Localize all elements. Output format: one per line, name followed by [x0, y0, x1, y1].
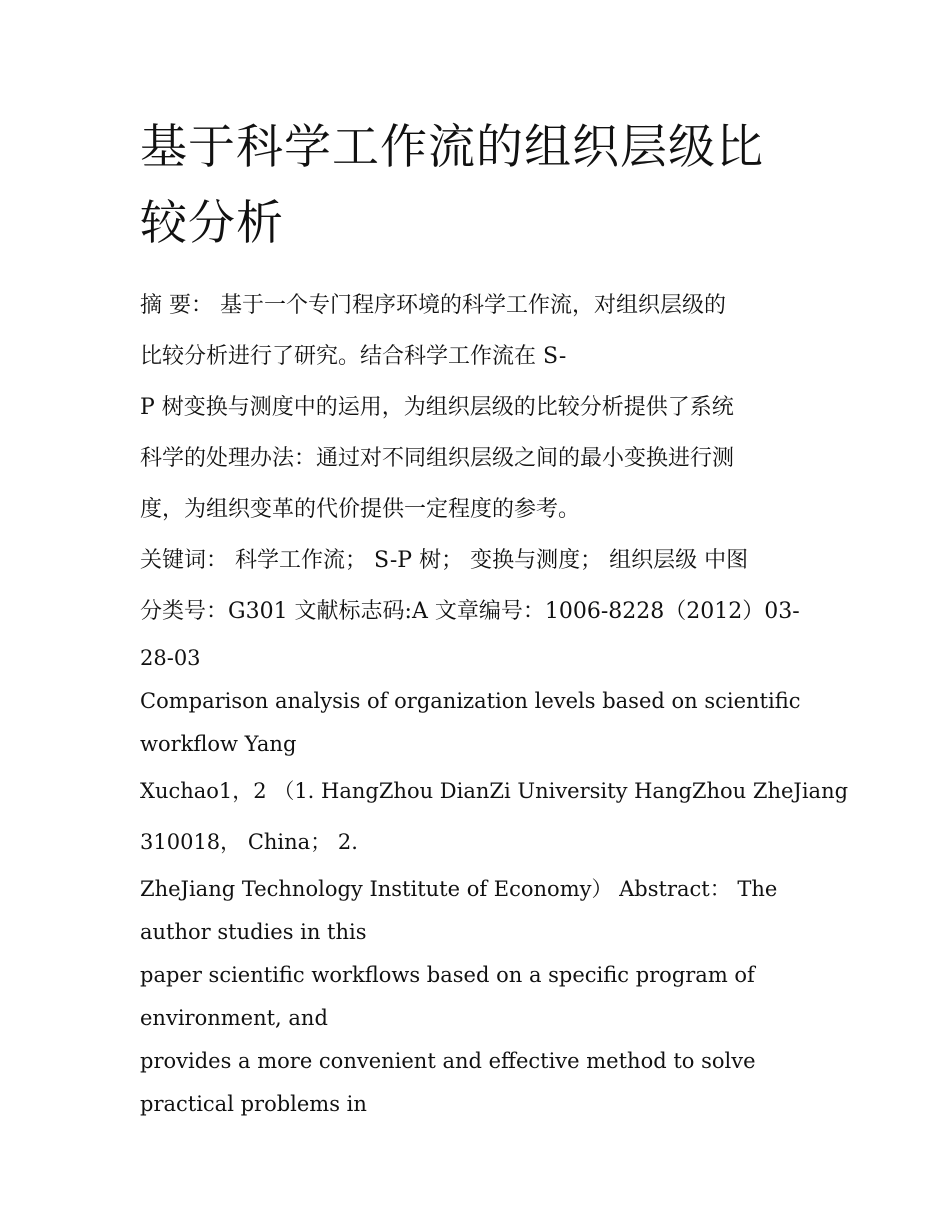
article-number-tail: 28-03 [140, 646, 201, 670]
abstract-en-p3-line-2: practical problems in [140, 1092, 367, 1116]
document-title [140, 110, 820, 262]
keywords-line-2: 分类号：G301 文献标志码:A 文章编号：1006-8228（2012）03- [140, 599, 800, 624]
abstract-en-p2-line-1: paper scientific workflows based on a specific program of [140, 963, 755, 987]
keywords-block [140, 535, 820, 680]
abstract-en [140, 868, 820, 1126]
abstract-cn-line-4: 科学的处理办法：通过对不同组织层级之间的最小变换进行测 [140, 446, 735, 471]
abstract-en-p1-line-1: ZheJiang Technology Institute of Economy） Abstract： The [140, 877, 778, 901]
abstract-en-p2-line-2: environment, and [140, 1006, 328, 1030]
abstract-cn-line-3: P 树变换与测度中的运用，为组织层级的比较分析提供了系统 [140, 395, 734, 420]
english-title-line-1: Comparison analysis of organization levels based on scientific [140, 689, 801, 713]
abstract-cn [140, 280, 820, 535]
english-title-line-2: workflow Yang [140, 732, 297, 756]
title-line-2: 较分析 [140, 196, 284, 251]
document-page [140, 110, 849, 1126]
affiliation [140, 766, 849, 868]
affiliation-line-2: 310018， China； 2. [140, 830, 358, 854]
affiliation-line-1: Xuchao1，2 （1. HangZhou DianZi University HangZhou ZheJiang [140, 779, 849, 803]
title-line-1: 基于科学工作流的组织层级比 [140, 120, 764, 175]
keywords-line-1: 关键词： 科学工作流； S-P 树； 变换与测度； 组织层级 中图 [140, 548, 749, 573]
abstract-en-p3-line-1: provides a more convenient and effective method to solve [140, 1049, 756, 1073]
abstract-cn-line-1: 摘 要： 基于一个专门程序环境的科学工作流，对组织层级的 [140, 293, 726, 318]
english-title [140, 680, 820, 766]
abstract-en-p1-line-2: author studies in this [140, 920, 367, 944]
abstract-cn-line-2: 比较分析进行了研究。结合科学工作流在 S- [140, 344, 567, 369]
abstract-cn-line-5: 度，为组织变革的代价提供一定程度的参考。 [140, 497, 581, 522]
